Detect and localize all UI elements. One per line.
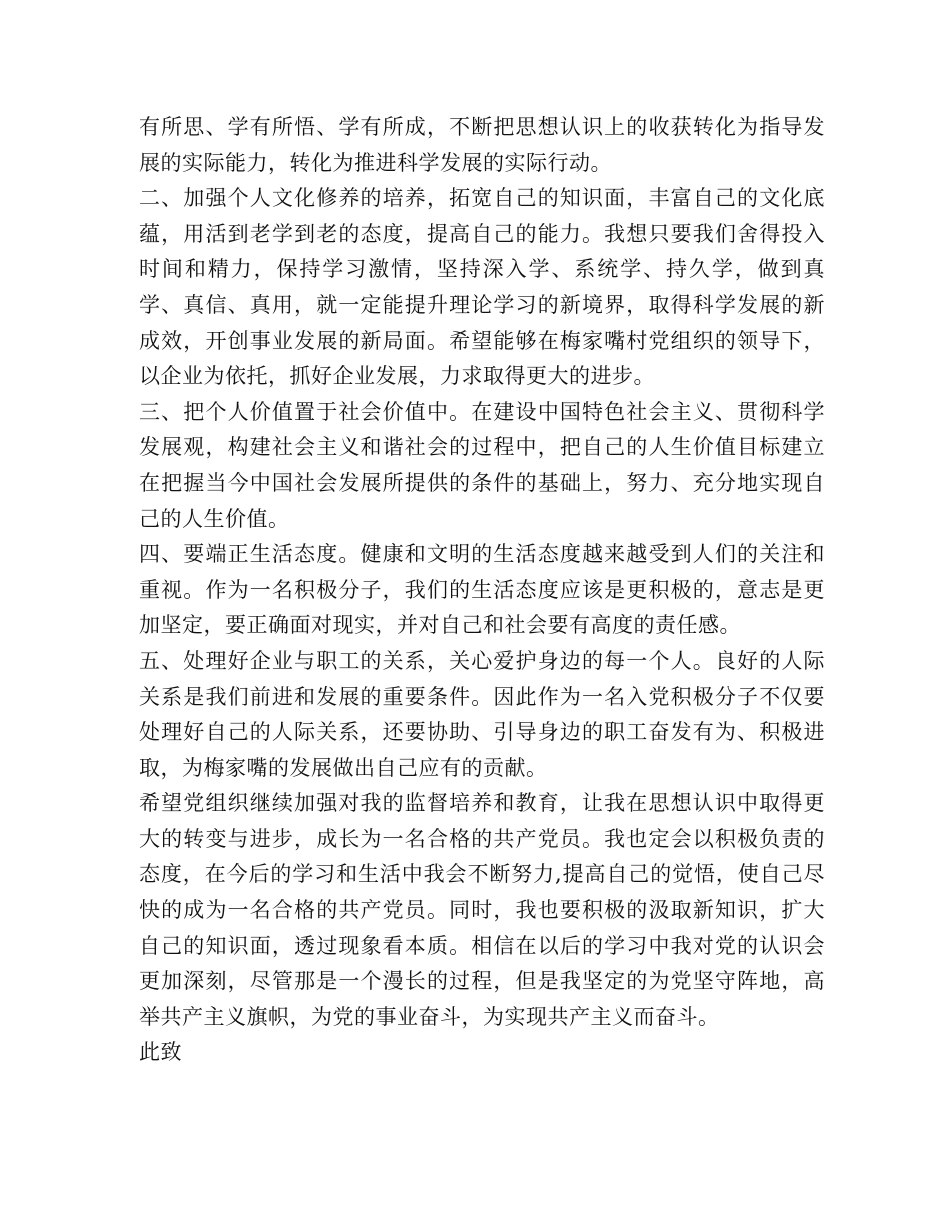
salutation-cizhi: 此致 bbox=[139, 1040, 182, 1065]
paragraph-closing-hope: 希望党组织继续加强对我的监督培养和教育，让我在思想认识中取得更大的转变与进步，成长为一名合格的共产党员。我也定会以积极负责的态度，在今后的学习和生活中我会不断努力,提高自己的觉悟，使自己尽快的成为一名合格的共产党员。同时，我也要积极的汲取新知识，扩大自己的知识面，透过现象看本质。相信在以后的学习中我对党的认识会更加深刻，尽管那是一个漫长的过程，但是我坚定的为党坚守阵地，高举共产主义旗帜，为党的事业奋斗，为实现共产主义而奋斗。 bbox=[139, 791, 825, 1029]
document-body bbox=[139, 110, 825, 1071]
paragraph-point-two: 二、加强个人文化修养的培养，拓宽自己的知识面，丰富自己的文化底蕴，用活到老学到老的态度，提高自己的能力。我想只要我们舍得投入时间和精力，保持学习激情，坚持深入学、系统学、持久学，做到真学、真信、真用，就一定能提升理论学习的新境界，取得科学发展的新成效，开创事业发展的新局面。希望能够在梅家嘴村党组织的领导下，以企业为依托，抓好企业发展，力求取得更大的进步。 bbox=[139, 186, 825, 389]
paragraph-point-four: 四、要端正生活态度。健康和文明的生活态度越来越受到人们的关注和重视。作为一名积极分子，我们的生活态度应该是更积极的，意志是更加坚定，要正确面对现实，并对自己和社会要有高度的责任感。 bbox=[139, 542, 825, 638]
paragraph-point-five: 五、处理好企业与职工的关系，关心爱护身边的每一个人。良好的人际关系是我们前进和发展的重要条件。因此作为一名入党积极分子不仅要处理好自己的人际关系，还要协助、引导身边的职工奋发有为、积极进取，为梅家嘴的发展做出自己应有的贡献。 bbox=[139, 648, 825, 780]
paragraph-point-three: 三、把个人价值置于社会价值中。在建设中国特色社会主义、贯彻科学发展观，构建社会主义和谐社会的过程中，把自己的人生价值目标建立在把握当今中国社会发展所提供的条件的基础上，努力、充分地实现自己的人生价值。 bbox=[139, 399, 825, 531]
paragraph-study-conclusion: 有所思、学有所悟、学有所成，不断把思想认识上的收获转化为指导发展的实际能力，转化为推进科学发展的实际行动。 bbox=[139, 115, 825, 175]
